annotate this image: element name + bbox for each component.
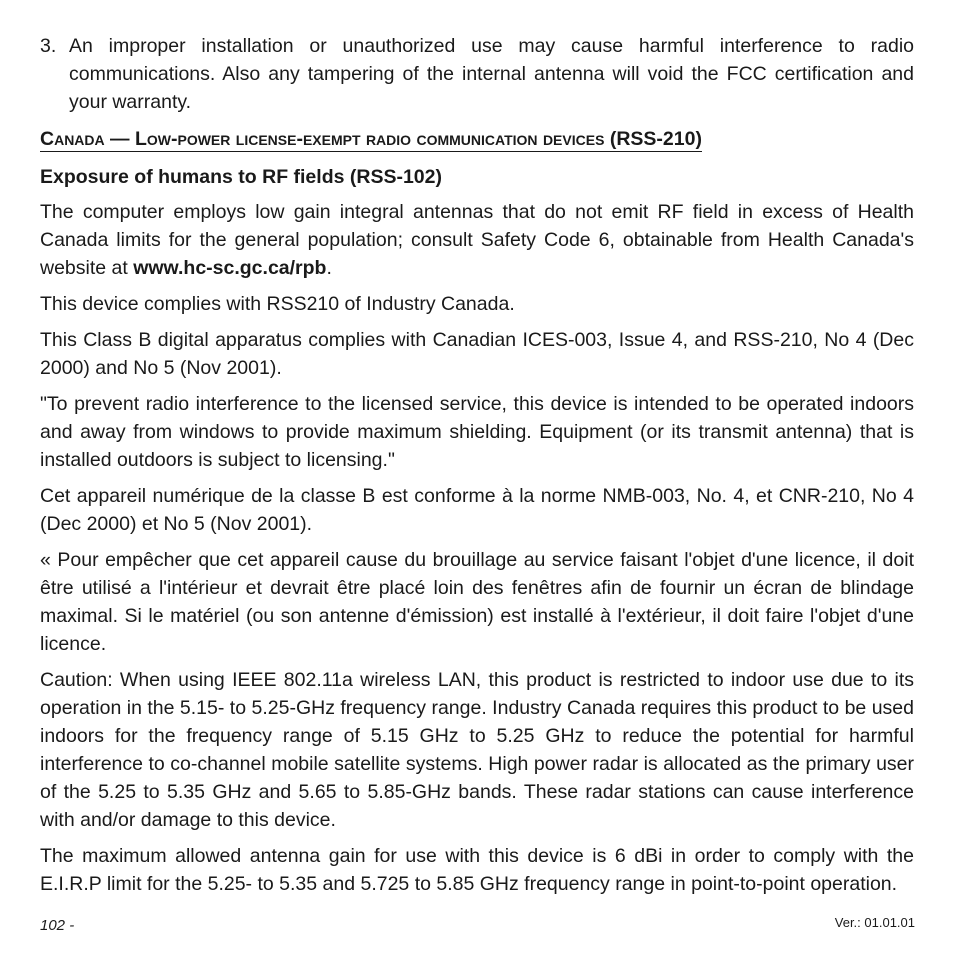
paragraph-french-quote: « Pour empêcher que cet appareil cause du brouillage au service faisant l'objet d'une licence, il doit être utilisé a l'intérieur et devrait être placé loin des fenêtres afin de fournir un écran de blindage maximal. Si le matériel (ou son antenne d'émission) est installé à l'extérieur, il doit faire l'objet d'une licence. xyxy=(40,549,914,655)
paragraph-text: The computer employs low gain integral antennas that do not emit RF field in excess of Health Canada limits for the general population; consult Safety Code 6, obtainable from Health Canada's website at xyxy=(40,201,914,279)
section-heading xyxy=(40,127,702,152)
paragraph-class-b: This Class B digital apparatus complies with Canadian ICES-003, Issue 4, and RSS-210, No 4 (Dec 2000) and No 5 (Nov 2001). xyxy=(40,329,914,379)
section-heading-suffix: (RSS-210) xyxy=(604,128,702,150)
paragraph-rf-exposure xyxy=(40,198,914,282)
section-heading-title: Canada — Low-power license-exempt radio communication devices xyxy=(40,128,605,150)
version-label: Ver.: 01.01.01 xyxy=(834,915,915,930)
paragraph-interference-quote: "To prevent radio interference to the licensed service, this device is intended to be operated indoors and away from windows to provide maximum shielding. Equipment (or its transmit antenna) that is installed outdoors is subject to licensing." xyxy=(40,393,914,471)
paragraph-rss210: This device complies with RSS210 of Industry Canada. xyxy=(40,293,515,315)
paragraph-end: . xyxy=(326,257,332,279)
list-item-3 xyxy=(40,32,914,116)
paragraph-antenna-gain: The maximum allowed antenna gain for use with this device is 6 dBi in order to comply with the E.I.R.P limit for the 5.25- to 5.35 and 5.725 to 5.85 GHz frequency range in point-to-point operation. xyxy=(40,845,914,895)
document-body xyxy=(40,32,914,898)
page-number: 102 - xyxy=(40,917,75,934)
list-item-text: An improper installation or unauthorized use may cause harmful interference to radio communications. Also any tampering of the internal antenna will void the FCC certification and your warranty. xyxy=(69,35,914,113)
subheading: Exposure of humans to RF fields (RSS-102) xyxy=(40,166,442,188)
paragraph-french-class-b: Cet appareil numérique de la classe B est conforme à la norme NMB-003, No. 4, et CNR-210, No 4 (Dec 2000) et No 5 (Nov 2001). xyxy=(40,485,914,535)
list-number: 3. xyxy=(40,35,57,57)
paragraph-caution: Caution: When using IEEE 802.11a wireless LAN, this product is restricted to indoor use due to its operation in the 5.15- to 5.25-GHz frequency range. Industry Canada requires this product to be used indoors for the frequency range of 5.15 GHz to 5.25 GHz to reduce the potential for harmful interference to co-channel mobile satellite systems. High power radar is allocated as the primary user of the 5.25 to 5.35 GHz and 5.65 to 5.85-GHz bands. These radar stations can cause interference with and/or damage to this device. xyxy=(40,669,914,831)
website-link[interactable]: www.hc-sc.gc.ca/rpb xyxy=(133,257,327,279)
